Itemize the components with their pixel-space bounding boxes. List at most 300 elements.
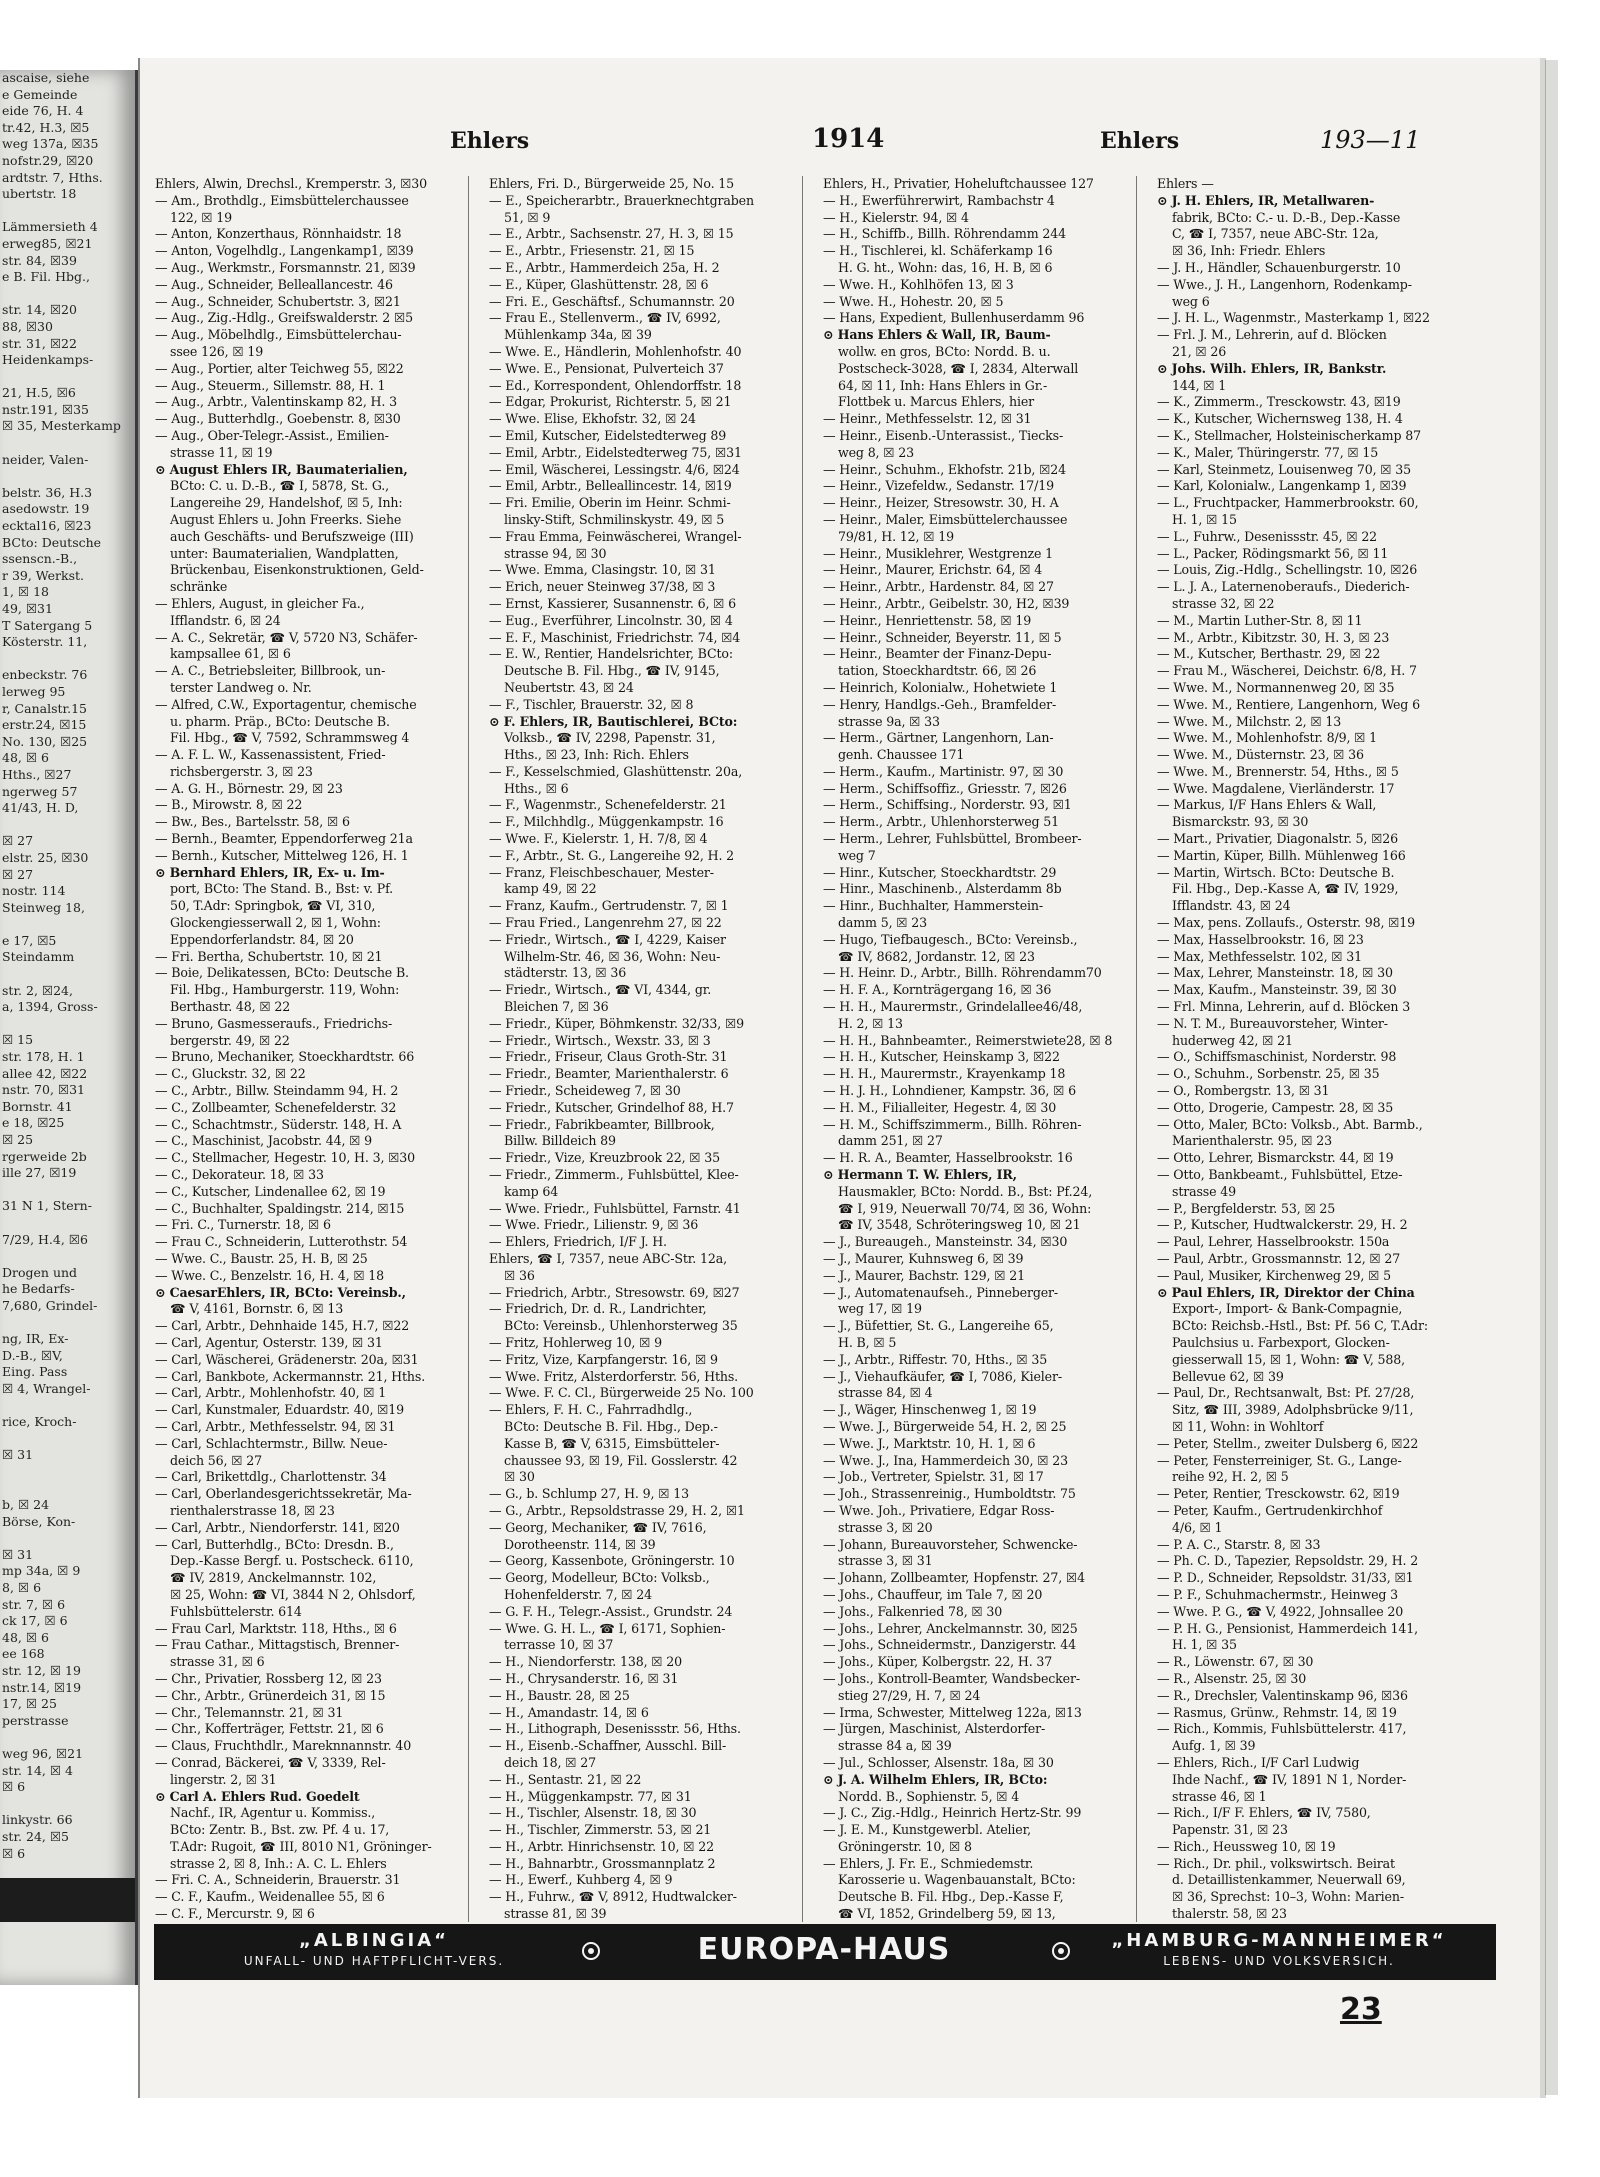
previous-page-line: 8, ☒ 6 xyxy=(2,1580,42,1596)
directory-entry-line: — Wwe. F. C. Cl., Bürgerweide 25 No. 100 xyxy=(489,1385,754,1401)
directory-entry-line: terrasse 10, ☒ 37 xyxy=(504,1637,614,1653)
directory-entry-line: — Wwe. Fritz, Alsterdorferstr. 56, Hths. xyxy=(489,1368,739,1384)
previous-page-line xyxy=(0,966,135,983)
directory-entry-line: — Jürgen, Maschinist, Alsterdorfer- xyxy=(823,1721,1046,1737)
directory-entry-line: — Heinr., Methfesselstr. 12, ☒ 31 xyxy=(823,411,1032,427)
directory-entry-line: — R., Drechsler, Valentinskamp 96, ☒36 xyxy=(1157,1687,1408,1703)
directory-entry-line: — H., Ewerführerwirt, Rambachstr 4 xyxy=(823,192,1055,208)
directory-entry-line: — Ehlers, F. H. C., Fahrradhdlg., xyxy=(489,1402,693,1418)
directory-entry-line: linsky-Stift, Schmilinskystr. 49, ☒ 5 xyxy=(504,511,725,527)
directory-entry-line: — Wwe. Friedr., Fuhlsbüttel, Farnstr. 41 xyxy=(489,1200,741,1216)
directory-entry-line: — Friedr., Küper, Böhmkenstr. 32/33, ☒9 xyxy=(489,1015,744,1031)
directory-entry-line: — Ehlers, Rich., I/F Carl Ludwig xyxy=(1157,1754,1360,1770)
directory-entry-line: — Emil, Arbtr., Eidelstedterweg 75, ☒31 xyxy=(489,444,742,460)
previous-page-line: mp 34a, ☒ 9 xyxy=(2,1563,81,1579)
previous-page-text xyxy=(0,70,135,1895)
directory-entry-line: — Hans, Expedient, Bullenhuserdamm 96 xyxy=(823,310,1085,326)
directory-entry-line: — Peter, Fensterreiniger, St. G., Lange- xyxy=(1157,1452,1402,1468)
directory-entry-line: — M., Martin Luther-Str. 8, ☒ 11 xyxy=(1157,612,1363,628)
previous-page-line xyxy=(0,203,135,220)
directory-entry-line: — Ed., Korrespondent, Ohlendorffstr. 18 xyxy=(489,377,742,393)
directory-entry-line: — Paul, Musiker, Kirchenweg 29, ☒ 5 xyxy=(1157,1267,1391,1283)
previous-page-line: D.-B., ☒V, xyxy=(2,1347,63,1363)
previous-page-line: allee 42, ☒22 xyxy=(2,1065,88,1081)
directory-entry-line: — Wwe. J., Ina, Hammerdeich 30, ☒ 23 xyxy=(823,1452,1068,1468)
directory-entry-line: auch Geschäfts- und Berufszweige (III) xyxy=(170,528,414,544)
directory-entry-line: — Heinr., Arbtr., Hardenstr. 84, ☒ 27 xyxy=(823,579,1054,595)
directory-entry-line: — Emil, Arbtr., Belleallincestr. 14, ☒19 xyxy=(489,478,732,494)
previous-page-line: ☒ 6 xyxy=(2,1779,26,1795)
previous-page-line: ☒ 31 xyxy=(2,1447,34,1463)
directory-entry-line: — J. H., Händler, Schauenburgerstr. 10 xyxy=(1157,259,1401,275)
previous-page-line: a, 1394, Gross- xyxy=(2,999,98,1015)
directory-entry-line: — H., Chrysanderstr. 16, ☒ 31 xyxy=(489,1670,679,1686)
directory-entry-line: — L., Packer, Rödingsmarkt 56, ☒ 11 xyxy=(1157,545,1389,561)
directory-entry-line: — H., Schiffb., Billh. Röhrendamm 244 xyxy=(823,226,1066,242)
previous-page-line: nstr.191, ☒35 xyxy=(2,401,89,417)
directory-entry-line: — Emil, Wäscherei, Lessingstr. 4/6, ☒24 xyxy=(489,461,740,477)
previous-page-line: ee 168 xyxy=(2,1646,45,1662)
directory-entry-line: weg 7 xyxy=(838,847,876,863)
ad-hamburg-mannheimer-title: „HAMBURG-MANNHEIMER“ xyxy=(1111,1930,1447,1951)
previous-page-line: str. 178, H. 1 xyxy=(2,1049,85,1065)
ad-hamburg-mannheimer-subtitle: LEBENS- UND VOLKSVERSICH. xyxy=(1163,1954,1395,1968)
directory-entry-line: Nordd. B., Sophienstr. 5, ☒ 4 xyxy=(838,1788,1020,1804)
directory-entry-line: — H. M., Filialleiter, Hegestr. 4, ☒ 30 xyxy=(823,1099,1057,1115)
previous-page-line xyxy=(0,369,135,386)
directory-entry-line: — Carl, Arbtr., Dehnhaide 145, H.7, ☒22 xyxy=(155,1318,410,1334)
directory-entry-line: — Wwe. J., Bürgerweide 54, H. 2, ☒ 25 xyxy=(823,1418,1067,1434)
previous-page-line: ck 17, ☒ 6 xyxy=(2,1613,68,1629)
directory-entry-line: ☎ IV, 2819, Anckelmannstr. 102, xyxy=(170,1570,377,1586)
directory-entry-line: — Heinr., Eisenb.-Unterassist., Tiecks- xyxy=(823,427,1064,443)
previous-page-line xyxy=(0,1182,135,1199)
previous-page-line xyxy=(0,1248,135,1265)
directory-entry-line: — Fri. Bertha, Schubertstr. 10, ☒ 21 xyxy=(155,948,383,964)
previous-page-line: 48, ☒ 6 xyxy=(2,1629,49,1645)
directory-entry-line: — Anton, Konzerthaus, Rönnhaidstr. 18 xyxy=(155,226,402,242)
directory-entry-line: — H., Bahnarbtr., Grossmannplatz 2 xyxy=(489,1855,716,1871)
directory-entry-line: — Am., Brothdlg., Eimsbüttelerchaussee xyxy=(155,192,409,208)
previous-page-line: erweg85, ☒21 xyxy=(2,235,93,251)
previous-page-line: No. 130, ☒25 xyxy=(2,733,88,749)
directory-entry-line: — F., Wagenmstr., Schenefelderstr. 21 xyxy=(489,797,727,813)
ad-europa-haus: EUROPA-HAUS xyxy=(697,1932,951,1967)
previous-page-line: ille 27, ☒19 xyxy=(2,1165,77,1181)
directory-entry-line: Fil. Hbg., ☎ V, 7592, Schrammsweg 4 xyxy=(170,730,410,746)
circle-dot-icon xyxy=(1052,1942,1070,1960)
directory-entry-line: — H., Tischler, Zimmerstr. 53, ☒ 21 xyxy=(489,1822,712,1838)
directory-entry-line: — Aug., Portier, alter Teichweg 55, ☒22 xyxy=(155,360,404,376)
directory-entry-line: ⊙ Johs. Wilh. Ehlers, IR, Bankstr. xyxy=(1157,360,1387,376)
directory-entry-line: — Friedr., Zimmerm., Fuhlsbüttel, Klee- xyxy=(489,1167,739,1183)
directory-entry-line: ⊙ Hermann T. W. Ehlers, IR, xyxy=(823,1167,1017,1183)
directory-entry-line: Hths., ☒ 23, Inh: Rich. Ehlers xyxy=(504,747,689,763)
directory-entry-line: damm 5, ☒ 23 xyxy=(838,915,927,931)
directory-entry-line: genh. Chaussee 171 xyxy=(838,747,965,763)
directory-entry-line: — F., Kesselschmied, Glashüttenstr. 20a, xyxy=(489,763,743,779)
directory-entry-line: — Wwe. H., Kohlhöfen 13, ☒ 3 xyxy=(823,276,1014,292)
directory-entry-line: — C., Gluckstr. 32, ☒ 22 xyxy=(155,1066,306,1082)
directory-entry-line: Paulchsius u. Farbexport, Glocken- xyxy=(1172,1334,1390,1350)
directory-entry-line: — E., Arbtr., Hammerdeich 25a, H. 2 xyxy=(489,259,720,275)
directory-entry-line: stieg 27/29, H. 7, ☒ 24 xyxy=(838,1687,981,1703)
previous-page-line: he Bedarfs- xyxy=(2,1281,75,1297)
directory-entry-line: — E., Küper, Glashüttenstr. 28, ☒ 6 xyxy=(489,276,709,292)
directory-entry-line: — Max, Hasselbrookstr. 16, ☒ 23 xyxy=(1157,931,1364,947)
directory-entry-line: C, ☎ I, 7357, neue ABC-Str. 12a, xyxy=(1172,226,1379,242)
previous-page-line: Börse, Kon- xyxy=(2,1513,76,1529)
directory-entry-line: — L., Fuhrw., Desenissstr. 45, ☒ 22 xyxy=(1157,528,1378,544)
directory-entry-line: — C. F., Kaufm., Weidenallee 55, ☒ 6 xyxy=(155,1889,385,1905)
sheet-signature-number: 23 xyxy=(1340,1992,1382,2027)
previous-page-line: linkystr. 66 xyxy=(2,1812,73,1828)
directory-entry-line: ☒ 36 xyxy=(504,1267,535,1283)
directory-entry-line: — Carl, Butterhdlg., BCto: Dresdn. B., xyxy=(155,1536,394,1552)
directory-entry-line: — Herm., Schiffsing., Norderstr. 93, ☒1 xyxy=(823,797,1072,813)
directory-entry-line: — J. C., Zig.-Hdlg., Heinrich Hertz-Str. 99 xyxy=(823,1805,1082,1821)
directory-entry-line: unter: Baumaterialien, Wandplatten, xyxy=(170,545,399,561)
previous-page-line xyxy=(0,1315,135,1332)
previous-page-line: rice, Kroch- xyxy=(2,1414,77,1430)
directory-entry-line: — Friedr., Fabrikbeamter, Billbrook, xyxy=(489,1116,715,1132)
previous-page-line: r 39, Werkst. xyxy=(2,567,84,583)
previous-page-line: Lämmersieth 4 xyxy=(2,219,98,235)
directory-entry-line: — G., b. Schlump 27, H. 9, ☒ 13 xyxy=(489,1486,689,1502)
directory-entry-line: Hausmakler, BCto: Nordd. B., Bst: Pf.24, xyxy=(838,1183,1093,1199)
directory-entry-line: — Carl, Agentur, Osterstr. 139, ☒ 31 xyxy=(155,1334,383,1350)
previous-page-line: ascaise, siehe xyxy=(2,70,90,85)
directory-entry-line: — E. W., Rentier, Handelsrichter, BCto: xyxy=(489,646,733,662)
directory-entry-line: — Max, Kaufm., Mansteinstr. 39, ☒ 30 xyxy=(1157,982,1397,998)
previous-page-line: BCto: Deutsche xyxy=(2,534,102,550)
previous-page-line: T Satergang 5 xyxy=(2,617,93,633)
directory-entry-line: — Hugo, Tiefbaugesch., BCto: Vereinsb., xyxy=(823,931,1078,947)
directory-entry-line: — A. G. H., Börnestr. 29, ☒ 23 xyxy=(155,780,343,796)
directory-entry-line: 79/81, H. 12, ☒ 19 xyxy=(838,528,954,544)
directory-entry-line: ⊙ J. A. Wilhelm Ehlers, IR, BCto: xyxy=(823,1771,1048,1787)
column-3 xyxy=(820,176,1137,1922)
circle-dot-icon xyxy=(582,1942,600,1960)
directory-entry-line: — Erich, neuer Steinweg 37/38, ☒ 3 xyxy=(489,579,716,595)
directory-entry-line: — K., Kutscher, Wichernsweg 138, H. 4 xyxy=(1157,411,1403,427)
directory-entry-line: — M., Arbtr., Kibitzstr. 30, H. 3, ☒ 23 xyxy=(1157,629,1390,645)
directory-entry-line: — Heinrich, Kolonialw., Hohetwiete 1 xyxy=(823,679,1058,695)
directory-entry-line: — Rich., I/F F. Ehlers, ☎ IV, 7580, xyxy=(1157,1805,1371,1821)
directory-entry-line: — Louis, Zig.-Hdlg., Schellingstr. 10, ☒26 xyxy=(1157,562,1418,578)
previous-page-line xyxy=(0,1016,135,1033)
previous-page-line: str. 14, ☒20 xyxy=(2,302,77,318)
directory-entry-line: — R., Alsenstr. 25, ☒ 30 xyxy=(1157,1670,1307,1686)
directory-entry-line: Kasse B, ☎ V, 6315, Eimsbütteler- xyxy=(504,1435,720,1451)
directory-entry-line: port, BCto: The Stand. B., Bst: v. Pf. xyxy=(170,881,393,897)
directory-entry-line: — Peter, Stellm., zweiter Dulsberg 6, ☒22 xyxy=(1157,1435,1419,1451)
previous-page-line: str. 2, ☒24, xyxy=(2,982,73,998)
directory-entry-line: — Herm., Gärtner, Langenhorn, Lan- xyxy=(823,730,1054,746)
directory-entry-line: schränke xyxy=(170,579,228,595)
directory-entry-line: — G., Arbtr., Repsoldstrasse 29, H. 2, ☒1 xyxy=(489,1502,745,1518)
directory-entry-line: Ifflandstr. 43, ☒ 24 xyxy=(1172,898,1291,914)
previous-page-line: 17, ☒ 25 xyxy=(2,1696,57,1712)
previous-page-line: ☒ 27 xyxy=(2,833,34,849)
directory-entry-line: — Karl, Steinmetz, Louisenweg 70, ☒ 35 xyxy=(1157,461,1412,477)
directory-entry-line: — H., Eisenb.-Schaffner, Ausschl. Bill- xyxy=(489,1738,727,1754)
directory-entry-line: Billw. Billdeich 89 xyxy=(504,1133,616,1149)
directory-entry-line: — H., Baustr. 28, ☒ 25 xyxy=(489,1687,630,1703)
directory-page xyxy=(138,58,1540,2098)
directory-entry-line: — C., Arbtr., Billw. Steindamm 94, H. 2 xyxy=(155,1083,399,1099)
directory-entry-line: kamp 64 xyxy=(504,1183,559,1199)
directory-entry-line: — O., Schuhm., Sorbenstr. 25, ☒ 35 xyxy=(1157,1066,1380,1082)
ad-albingia-subtitle: UNFALL- UND HAFTPFLICHT-VERS. xyxy=(243,1954,505,1968)
directory-entry-line: — Carl, Bankbote, Ackermannstr. 21, Hths. xyxy=(155,1368,426,1384)
directory-entry-line: Ihde Nachf., ☎ IV, 1891 N 1, Norder- xyxy=(1172,1771,1407,1787)
previous-page-line: 7,680, Grindel- xyxy=(2,1297,98,1313)
directory-entry-line: Bellevue 62, ☒ 39 xyxy=(1172,1368,1284,1384)
directory-entry-line: — Frl. J. M., Lehrerin, auf d. Blöcken xyxy=(1157,327,1387,343)
previous-page-line: weg 137a, ☒35 xyxy=(2,136,99,152)
directory-entry-line: — Wwe. Magdalene, Vierländerstr. 17 xyxy=(1157,780,1395,796)
directory-entry-line: — J., Viehaufkäufer, ☎ I, 7086, Kieler- xyxy=(823,1368,1062,1384)
directory-entry-line: — Wwe. Emma, Clasingstr. 10, ☒ 31 xyxy=(489,562,716,578)
directory-entry-line: — Job., Vertreter, Spielstr. 31, ☒ 17 xyxy=(823,1469,1044,1485)
directory-entry-line: — Otto, Lehrer, Bismarckstr. 44, ☒ 19 xyxy=(1157,1150,1394,1166)
directory-entry-line: Gröningerstr. 10, ☒ 8 xyxy=(838,1838,972,1854)
header-left-keyword: Ehlers xyxy=(450,128,530,154)
previous-page-line: str. 24, ☒5 xyxy=(2,1828,69,1844)
directory-entry-line: strasse 81, ☒ 39 xyxy=(504,1906,607,1922)
previous-page-line: ☒ 31 xyxy=(2,1546,34,1562)
directory-entry-line: — Johann, Bureauvorsteher, Schwencke- xyxy=(823,1536,1078,1552)
directory-entry-line: Glockengiesserwall 2, ☒ 1, Wohn: xyxy=(170,915,381,931)
directory-entry-line: — Martin, Wirtsch. BCto: Deutsche B. xyxy=(1157,864,1395,880)
directory-entry-line: — Bernh., Beamter, Eppendorferweg 21a xyxy=(155,831,413,847)
directory-entry-line: — Friedrich, Arbtr., Stresowstr. 69, ☒27 xyxy=(489,1284,740,1300)
previous-page-line: e Gemeinde xyxy=(2,86,78,102)
previous-page-line: str. 14, ☒ 4 xyxy=(2,1762,73,1778)
directory-entry-line: — Aug., Arbtr., Valentinskamp 82, H. 3 xyxy=(155,394,397,410)
directory-entry-line: — Aug., Steuerm., Sillemstr. 88, H. 1 xyxy=(155,377,386,393)
previous-page-line: rgerweide 2b xyxy=(2,1148,87,1164)
directory-entry-line: — E., Arbtr., Friesenstr. 21, ☒ 15 xyxy=(489,243,695,259)
directory-entry-line: — Wwe. F., Kielerstr. 1, H. 7/8, ☒ 4 xyxy=(489,831,708,847)
directory-entry-line: — H., Arbtr. Hinrichsenstr. 10, ☒ 22 xyxy=(489,1838,714,1854)
directory-entry-line: — Carl, Kunstmaler, Eduardstr. 40, ☒19 xyxy=(155,1402,405,1418)
directory-entry-line: — Heinr., Schneider, Beyerstr. 11, ☒ 5 xyxy=(823,629,1062,645)
directory-entry-line: — Frl. Minna, Lehrerin, auf d. Blöcken 3 xyxy=(1157,999,1411,1015)
directory-entry-line: — Fri. C., Turnerstr. 18, ☒ 6 xyxy=(155,1217,331,1233)
directory-entry-line: strasse 84 a, ☒ 39 xyxy=(838,1738,952,1754)
directory-entry-line: ☎ IV, 3548, Schröteringsweg 10, ☒ 21 xyxy=(838,1217,1081,1233)
directory-entry-line: — Georg, Kassenbote, Gröningerstr. 10 xyxy=(489,1553,735,1569)
directory-entry-line: — H., Tischlerei, kl. Schäferkamp 16 xyxy=(823,243,1053,259)
previous-page-line: Steinweg 18, xyxy=(2,899,85,915)
directory-entry-line: — E., Arbtr., Sachsenstr. 27, H. 3, ☒ 15 xyxy=(489,226,734,242)
directory-entry-line: ⊙ Hans Ehlers & Wall, IR, Baum- xyxy=(823,327,1051,343)
directory-entry-line: — Peter, Kaufm., Gertrudenkirchhof xyxy=(1157,1502,1383,1518)
directory-entry-line: — Carl, Arbtr., Niendorferstr. 141, ☒20 xyxy=(155,1519,400,1535)
directory-entry-line: strasse 31, ☒ 6 xyxy=(170,1654,265,1670)
directory-entry-line: — Otto, Maler, BCto: Volksb., Abt. Barmb., xyxy=(1157,1116,1423,1132)
directory-entry-line: — J., Büfettier, St. G., Langereihe 65, xyxy=(823,1318,1054,1334)
directory-entry-line: — Herm., Lehrer, Fuhlsbüttel, Brombeer- xyxy=(823,831,1082,847)
previous-page-line xyxy=(0,435,135,452)
directory-entry-line: H. 1, ☒ 35 xyxy=(1172,1637,1237,1653)
previous-page-line xyxy=(0,817,135,834)
previous-page-line: nstr.14, ☒19 xyxy=(2,1679,82,1695)
directory-entry-line: — H., Tischler, Alsenstr. 18, ☒ 30 xyxy=(489,1805,697,1821)
directory-entry-line: lingerstr. 2, ☒ 31 xyxy=(170,1771,277,1787)
directory-entry-line: Nachf., IR, Agentur u. Kommiss., xyxy=(170,1805,376,1821)
previous-page-line: ☒ 6 xyxy=(2,1845,26,1861)
directory-entry-line: — Rasmus, Grünw., Rehmstr. 14, ☒ 19 xyxy=(1157,1704,1397,1720)
directory-entry-line: — K., Maler, Thüringerstr. 77, ☒ 15 xyxy=(1157,444,1379,460)
directory-entry-line: — Edgar, Prokurist, Richterstr. 5, ☒ 21 xyxy=(489,394,732,410)
directory-entry-line: — C., Buchhalter, Spaldingstr. 214, ☒15 xyxy=(155,1200,405,1216)
directory-entry-line: — Wwe. M., Brennerstr. 54, Hths., ☒ 5 xyxy=(1157,763,1399,779)
directory-entry-line: — Friedr., Kutscher, Grindelhof 88, H.7 xyxy=(489,1099,734,1115)
directory-entry-line: — Max, Lehrer, Mansteinstr. 18, ☒ 30 xyxy=(1157,965,1393,981)
previous-page-strip xyxy=(0,70,138,1985)
directory-entry-line: huderweg 42, ☒ 21 xyxy=(1172,1032,1293,1048)
directory-entry-line: Fil. Hbg., Dep.-Kasse A, ☎ IV, 1929, xyxy=(1172,881,1399,897)
directory-entry-line: strasse 84, ☒ 4 xyxy=(838,1385,933,1401)
previous-page-line xyxy=(0,1464,135,1481)
previous-page-line: 31 N 1, Stern- xyxy=(2,1198,92,1214)
directory-entry-line: — Johs., Falkenried 78, ☒ 30 xyxy=(823,1603,1003,1619)
directory-entry-line: strasse 32, ☒ 22 xyxy=(1172,595,1275,611)
directory-entry-line: ☎ I, 919, Neuerwall 70/74, ☒ 36, Wohn: xyxy=(838,1200,1092,1216)
directory-entry-line: — H., Amandastr. 14, ☒ 6 xyxy=(489,1704,649,1720)
directory-entry-line: — Ehlers, August, in gleicher Fa., xyxy=(155,595,365,611)
directory-entry-line: Ehlers, H., Privatier, Hoheluftchaussee 127 xyxy=(823,176,1094,191)
directory-entry-line: — O., Schiffsmaschinist, Norderstr. 98 xyxy=(1157,1049,1397,1065)
directory-entry-line: fabrik, BCto: C.- u. D.-B., Dep.-Kasse xyxy=(1172,209,1401,225)
directory-entry-line: — R., Löwenstr. 67, ☒ 30 xyxy=(1157,1654,1314,1670)
directory-entry-line: — O., Rombergstr. 13, ☒ 31 xyxy=(1157,1083,1330,1099)
directory-entry-line: ☒ 36, Inh: Friedr. Ehlers xyxy=(1172,243,1326,259)
directory-entry-line: — G. F. H., Telegr.-Assist., Grundstr. 24 xyxy=(489,1603,733,1619)
directory-entry-line: — Otto, Bankbeamt., Fuhlsbüttel, Etze- xyxy=(1157,1167,1403,1183)
ad-hamburg-mannheimer xyxy=(1074,1930,1484,1970)
previous-page-line xyxy=(0,1530,135,1547)
directory-entry-line: — P. F., Schuhmachermstr., Heinweg 3 xyxy=(1157,1586,1399,1602)
previous-page-line: ubertstr. 18 xyxy=(2,186,77,202)
directory-entry-line: Aufg. 1, ☒ 39 xyxy=(1172,1738,1256,1754)
directory-entry-line: — Heinr., Arbtr., Geibelstr. 30, H2, ☒39 xyxy=(823,595,1070,611)
directory-entry-line: H. G. ht., Wohn: das, 16, H. B, ☒ 6 xyxy=(838,259,1053,275)
directory-entry-line: BCto: Zentr. B., Bst. zw. Pf. 4 u. 17, xyxy=(170,1822,390,1838)
directory-entry-line: — K., Stellmacher, Holsteinischerkamp 87 xyxy=(1157,427,1421,443)
directory-entry-line: — Chr., Kofferträger, Fettstr. 21, ☒ 6 xyxy=(155,1721,384,1737)
directory-entry-line: Ehlers, Alwin, Drechsl., Kremperstr. 3, ☒30 xyxy=(155,176,427,191)
directory-entry-line: — C. F., Mercurstr. 9, ☒ 6 xyxy=(155,1906,315,1922)
directory-entry-line: — Georg, Mechaniker, ☎ IV, 7616, xyxy=(489,1519,707,1535)
directory-entry-line: — A. C., Sekretär, ☎ V, 5720 N3, Schäfer- xyxy=(155,629,418,645)
previous-page-line: ☒ 27 xyxy=(2,866,34,882)
previous-page-line: asedowstr. 19 xyxy=(2,501,90,517)
directory-entry-line: — Chr., Arbtr., Grünerdeich 31, ☒ 15 xyxy=(155,1687,386,1703)
directory-entry-line: ☎ V, 4161, Bornstr. 6, ☒ 13 xyxy=(170,1301,344,1317)
directory-entry-line: — Fri. Emilie, Oberin im Heinr. Schmi- xyxy=(489,495,731,511)
directory-entry-line: — H., Ewerf., Kuhberg 4, ☒ 9 xyxy=(489,1872,673,1888)
previous-page-line xyxy=(0,468,135,485)
directory-entry-line: — Rich., Heussweg 10, ☒ 19 xyxy=(1157,1838,1336,1854)
directory-entry-line: strasse 11, ☒ 19 xyxy=(170,444,273,460)
directory-entry-line: — H., Niendorferstr. 138, ☒ 20 xyxy=(489,1654,683,1670)
directory-entry-line: — Emil, Kutscher, Eidelstedterweg 89 xyxy=(489,427,727,443)
directory-entry-line: ☒ 11, Wohn: in Wohltorf xyxy=(1172,1418,1324,1434)
directory-entry-line: — Hinr., Buchhalter, Hammerstein- xyxy=(823,898,1043,914)
directory-entry-line: Marienthalerstr. 95, ☒ 23 xyxy=(1172,1133,1332,1149)
directory-entry-line: — Fri. E., Geschäftsf., Schumannstr. 20 xyxy=(489,293,735,309)
directory-entry-line: — Friedr., Wirtsch., Wexstr. 33, ☒ 3 xyxy=(489,1032,711,1048)
directory-entry-line: — Fritz, Hohlerweg 10, ☒ 9 xyxy=(489,1334,662,1350)
previous-page-line: r, Canalstr.15 xyxy=(2,700,87,716)
page-number: 193—11 xyxy=(1320,126,1421,154)
directory-entry-line: — H. M., Schiffszimmerm., Billh. Röhren- xyxy=(823,1116,1082,1132)
previous-page-line: Eing. Pass xyxy=(2,1364,68,1380)
directory-entry-line: — Carl, Wäscherei, Grädenerstr. 20a, ☒31 xyxy=(155,1351,419,1367)
directory-entry-line: — Frau Emma, Feinwäscherei, Wrangel- xyxy=(489,528,742,544)
directory-entry-line: — Aug., Schneider, Schubertstr. 3, ☒21 xyxy=(155,293,401,309)
directory-entry-line: — Frau Cathar., Mittagstisch, Brenner- xyxy=(155,1637,400,1653)
directory-entry-line: kamp 49, ☒ 22 xyxy=(504,881,597,897)
directory-entry-line: — Wwe. Elise, Ekhofstr. 32, ☒ 24 xyxy=(489,411,696,427)
directory-entry-line: — P. A. C., Starstr. 8, ☒ 33 xyxy=(1157,1536,1321,1552)
directory-entry-line: Deutsche B. Fil. Hbg., Dep.-Kasse F, xyxy=(838,1889,1064,1905)
directory-entry-line: — Bruno, Gasmesseraufs., Friedrichs- xyxy=(155,1015,393,1031)
directory-entry-line: — J. E. M., Kunstgewerbl. Atelier, xyxy=(823,1822,1031,1838)
directory-entry-line: — Carl, Oberlandesgerichtssekretär, Ma- xyxy=(155,1486,412,1502)
previous-page-line: str. 84, ☒39 xyxy=(2,252,77,268)
directory-entry-line: — Aug., Ober-Telegr.-Assist., Emilien- xyxy=(155,427,389,443)
directory-entry-line: — M., Kutscher, Berthastr. 29, ☒ 22 xyxy=(1157,646,1381,662)
directory-entry-line: — Carl, Arbtr., Mohlenhofstr. 40, ☒ 1 xyxy=(155,1385,387,1401)
directory-entry-line: Postscheck-3028, ☎ I, 2834, Alterwall xyxy=(838,360,1079,376)
directory-entry-line: — Franz, Kaufm., Gertrudenstr. 7, ☒ 1 xyxy=(489,898,729,914)
directory-entry-line: — Wwe. M., Milchstr. 2, ☒ 13 xyxy=(1157,713,1342,729)
directory-entry-line: — H. H., Maurermstr., Grindelallee46/48, xyxy=(823,999,1083,1015)
directory-entry-line: terster Landweg o. Nr. xyxy=(170,679,312,695)
directory-entry-line: — Paul, Dr., Rechtsanwalt, Bst: Pf. 27/28, xyxy=(1157,1385,1415,1401)
directory-entry-line: weg 6 xyxy=(1172,293,1210,309)
directory-entry-line: — J., Automatenaufseh., Pinneberger- xyxy=(823,1284,1059,1300)
directory-entry-line: — Carl, Schlachtermstr., Billw. Neue- xyxy=(155,1435,388,1451)
directory-entry-line: — H., Kielerstr. 94, ☒ 4 xyxy=(823,209,969,225)
directory-entry-line: ⊙ Bernhard Ehlers, IR, Ex- u. Im- xyxy=(155,864,385,880)
directory-entry-line: — N. T. M., Bureauvorsteher, Winter- xyxy=(1157,1015,1388,1031)
directory-entry-line: H. 1, ☒ 15 xyxy=(1172,511,1237,527)
directory-entry-line: — Friedr., Vize, Kreuzbrook 22, ☒ 35 xyxy=(489,1150,720,1166)
previous-page-line xyxy=(0,1729,135,1746)
directory-entry-line: ⊙ J. H. Ehlers, IR, Metallwaren- xyxy=(1157,192,1375,208)
previous-page-line: 88, ☒30 xyxy=(2,318,53,334)
directory-entry-line: reihe 92, H. 2, ☒ 5 xyxy=(1172,1469,1289,1485)
directory-entry-line: — Wwe. H., Hohestr. 20, ☒ 5 xyxy=(823,293,1004,309)
directory-entry-line: — Joh., Strassenreinig., Humboldtstr. 75 xyxy=(823,1486,1076,1502)
directory-entry-line: — Wwe. P. G., ☎ V, 4922, Johnsallee 20 xyxy=(1157,1603,1404,1619)
previous-page-line xyxy=(0,1398,135,1415)
previous-page-line xyxy=(0,651,135,668)
previous-page-line: erstr.24, ☒15 xyxy=(2,717,87,733)
directory-entry-line: Neubertstr. 43, ☒ 24 xyxy=(504,679,634,695)
directory-entry-line: — Heinr., Schuhm., Ekhofstr. 21b, ☒24 xyxy=(823,461,1066,477)
directory-entry-line: richsbergerstr. 3, ☒ 23 xyxy=(170,763,313,779)
directory-entry-line: Langereihe 29, Handelshof, ☒ 5, Inh: xyxy=(170,495,403,511)
directory-entry-line: — H., Sentastr. 21, ☒ 22 xyxy=(489,1771,642,1787)
directory-entry-line: Hths., ☒ 6 xyxy=(504,780,569,796)
